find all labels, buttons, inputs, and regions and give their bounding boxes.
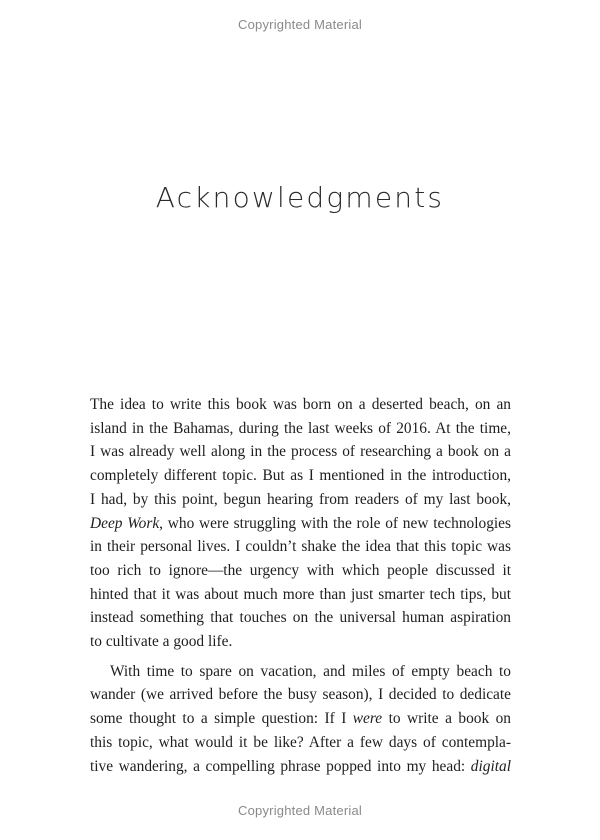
text-segment: to cultivate a good life. [90,633,233,651]
text-line [90,559,511,583]
text-line [90,683,511,707]
copyright-watermark-bottom: Copyrighted Material [238,803,362,818]
text-line [90,755,511,779]
text-line [90,512,511,536]
text-segment: With time to spare on vacation, and miles of empty beach to [110,662,511,680]
text-segment: I was already well along in the process of researching a book on a [90,443,511,461]
text-segment: wander (we arrived before the busy season), I decided to dedicate [90,686,511,704]
text-segment: , who were struggling with the role of new technologies [159,514,511,532]
text-segment: to write a book on [382,710,511,728]
text-line [90,535,511,559]
text-segment: The idea to write this book was born on a deserted beach, on an [90,396,511,413]
text-segment: I had, by this point, begun hearing from readers of my last book, [90,490,511,508]
copyright-watermark-top: Copyrighted Material [238,17,362,32]
text-segment: island in the Bahamas, during the last weeks of 2016. At the time, [90,419,511,437]
text-segment: some thought to a simple question: If I [90,710,353,728]
text-segment: in their personal lives. I couldn’t shake the idea that this topic was [90,538,511,556]
text-segment: completely different topic. But as I mentioned in the introduction, [90,467,511,485]
text-line [90,488,511,512]
body-text [90,393,511,778]
paragraph [90,660,511,779]
text-line [90,660,511,684]
text-line [90,464,511,488]
text-segment: too rich to ignore—the urgency with which people discussed it [90,561,511,579]
italic-text: digital [470,757,511,775]
chapter-title: Acknowledgments [155,181,445,214]
italic-text: Deep Work [90,514,160,532]
text-line [90,417,511,441]
text-line [90,440,511,464]
paragraph [90,393,511,654]
text-line [90,393,511,417]
text-segment: this topic, what would it be like? After a few days of contempla- [90,733,511,751]
text-line [90,606,511,630]
text-segment: instead something that touches on the universal human aspiration [90,609,511,627]
text-line [90,731,511,755]
text-segment: tive wandering, a compelling phrase popped into my head: [90,757,471,775]
italic-text: were [352,710,383,728]
text-segment: hinted that it was about much more than just smarter tech tips, but [90,585,511,603]
text-line [90,707,511,731]
text-line [90,630,511,654]
text-line [90,583,511,607]
